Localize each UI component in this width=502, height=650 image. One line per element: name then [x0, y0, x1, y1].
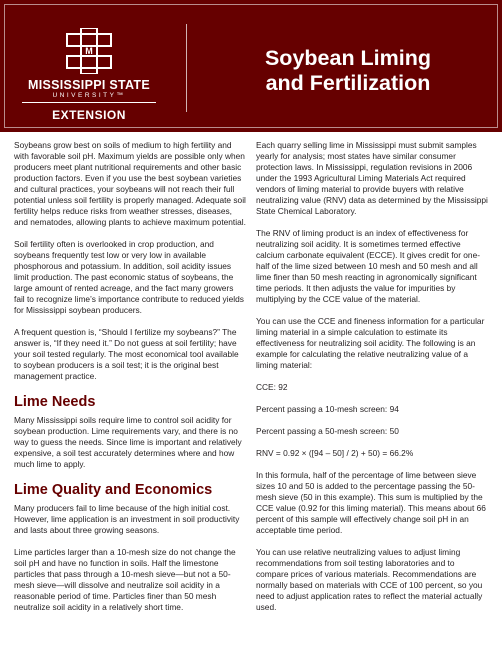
- rnv-usage-paragraph: You can use relative neutralizing values to adjust liming recommendations from soil testing laboratories and to compare prices of various materials. Recommendations are normally based on materials with CCE of 100 percent, so you need to adjust application rates to reflect the material actually used.: [256, 547, 483, 612]
- page-title-line1: Soybean Liming: [264, 46, 432, 70]
- msu-emblem-icon: [66, 28, 112, 74]
- section-heading-lime-quality: Lime Quality and Economics: [14, 482, 213, 498]
- rnv-definition-paragraph: The RNV of liming product is an index of effectiveness for neutralizing soil acidity. It is sometimes termed effective calcium carbonate equivalent (ECCE). It gives credit for one-half of the lime sized between 10 mesh and 50 mesh and all lime finer than 50 mesh reacting in agronomically significant time periods. It then adjusts the value for impurities by multiplying by the CCE value of the material.: [256, 228, 480, 304]
- section-heading-lime-needs: Lime Needs: [14, 394, 96, 410]
- header-banner: [0, 0, 502, 132]
- svg-text:M: M: [85, 46, 93, 56]
- example-rnv-formula: RNV = 0.92 × ([94 – 50] / 2) + 50) = 66.2%: [256, 448, 414, 458]
- lime-needs-paragraph: Many Mississippi soils require lime to control soil acidity for soybean production. Lime requirements vary, and there is no way to guess the needs. Since lime is important and relatively expensive, a soil test accurately determines where and how much lime to apply.: [14, 415, 242, 469]
- example-cce: CCE: 92: [256, 382, 288, 392]
- example-pass-10-mesh: Percent passing a 10-mesh screen: 94: [256, 404, 399, 414]
- logo-divider: [22, 102, 156, 103]
- logo-university-name: MISSISSIPPI STATE: [27, 78, 151, 92]
- calculation-intro-paragraph: You can use the CCE and fineness information for a particular liming material in a simple calculation to estimate its effectiveness for neutralizing soil acidity. The following is an example for calculating the relative neutralizing value of a liming material:: [256, 316, 485, 370]
- header-vertical-divider: [186, 24, 187, 112]
- logo-extension-label: EXTENSION: [52, 108, 126, 122]
- intro-paragraph: Soybeans grow best on soils of medium to high fertility and with favorable soil pH. Maximum yields are possible only when producers meet plant nutritional requirements and other basic production factors. Even if you use the best soybean varieties and cultural practices, your soybeans will not reach their full potential unless soil fertility is properly managed. Adequate soil fertility helps reduce risks from weather stresses, diseases, and nematodes, allowing plants to achieve maximum potential.: [14, 140, 246, 227]
- example-pass-50-mesh: Percent passing a 50-mesh screen: 50: [256, 426, 399, 436]
- quarry-regulation-paragraph: Each quarry selling lime in Mississippi must submit samples yearly for analysis; most states have similar consumer protection laws. In Mississippi, regulation revisions in 2006 under the 1993 Agricultural Liming Materials Act required vendors of liming material to provide buyers with relative neutralizing value (RNV) data as determined by the Mississippi State Chemical Laboratory.: [256, 140, 488, 216]
- soil-fertility-paragraph: Soil fertility often is overlooked in crop production, and soybeans frequently test low or very low in available phosphorous and potassium. In addition, soil acidity issues limit production. The past economic status of soybeans, the large amount of rented acreage, and the fact many growers fail to recognize lime’s importance contribute to reduced yields for Mississippi soybean producers.: [14, 239, 244, 315]
- page-title: [218, 46, 478, 96]
- lime-cost-paragraph: Many producers fail to lime because of the high initial cost. However, lime application is an investment in soil productivity and lasts about three growing seasons.: [14, 503, 240, 535]
- page-title-line2: and Fertilization: [265, 71, 431, 95]
- left-column: [14, 140, 246, 624]
- right-column: [256, 140, 488, 624]
- lime-particle-paragraph: Lime particles larger than a 10-mesh size do not change the soil pH and have no function in soils. Half the limestone particles that pass through a 10-mesh sieve—but not a 50-mesh sieve—will dissolve and neutralize soil acidity in a reasonable period of time. Particles finer than 50 mesh neutralize soil acidity in a relatively short time.: [14, 547, 236, 612]
- fertilize-question-paragraph: A frequent question is, “Should I fertilize my soybeans?” The answer is, “If they need it.” Do not guess at soil fertility; have your soil tested regularly. The most economical tool available to soybean producers is a soil test; it is the original best management practice.: [14, 327, 239, 381]
- logo-university-label: UNIVERSITY™: [52, 92, 126, 99]
- formula-explanation-paragraph: In this formula, half of the percentage of lime between sieve sizes 10 and 50 is added to the percentage passing the 50-mesh sieve (50 in this example). This sum is multiplied by the CCE value (0.92 for this liming material). This means about 66 percent of this sample will effectively change soil pH in an acceptable time period.: [256, 470, 486, 535]
- msu-extension-logo: [14, 20, 164, 120]
